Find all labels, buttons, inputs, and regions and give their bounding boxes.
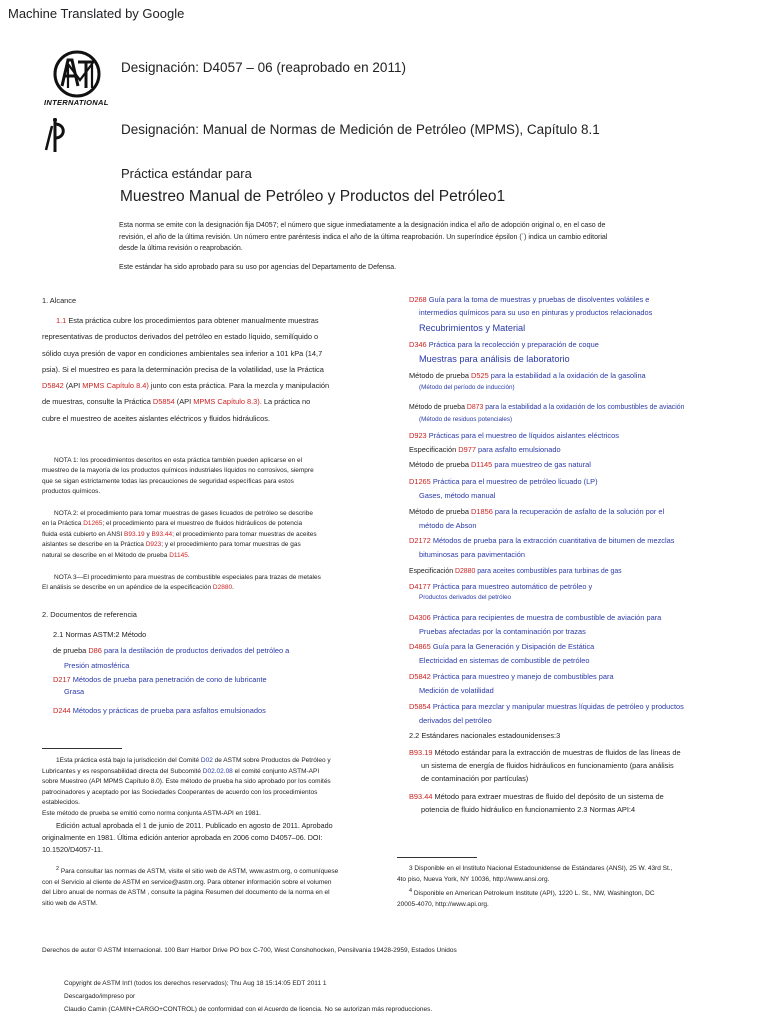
ref-title-d5842-cont[interactable]: Medición de volatilidad: [419, 686, 494, 695]
ref-d268: [409, 294, 749, 334]
ref-title-d525-cont[interactable]: (Método del período de inducción): [419, 384, 515, 391]
ref-title-d4865[interactable]: Guía para la Generación y Disipación de Estática: [430, 642, 595, 651]
ref-title-d873-cont[interactable]: (Método de residuos potenciales): [419, 416, 513, 423]
note-1: [42, 456, 387, 498]
text-span: La práctica no: [261, 397, 311, 407]
ref-title-d5854-cont[interactable]: derivados del petróleo: [419, 715, 492, 725]
text-span: de muestras, consulte la Práctica: [42, 397, 153, 407]
ref-title-d86-cont[interactable]: Presión atmosférica: [64, 661, 130, 670]
text-line: representativas de productos derivados del petróleo en estado líquido, semilíquido o: [42, 332, 319, 342]
ref-link-d5854[interactable]: D5854: [409, 702, 431, 711]
text-line: 10.1520/D4057-11.: [42, 844, 104, 854]
ref-d217: [53, 674, 393, 698]
ref-link-mpms-8-4[interactable]: MPMS Capítulo 8.4): [82, 381, 149, 391]
ref-link-mpms-8-3[interactable]: MPMS Capítulo 8.3).: [193, 397, 262, 407]
ref-d525: [409, 369, 749, 393]
text-line: originalmente en 1981. Última edición anterior aprobada en 2006 como D4057–06. DOI:: [42, 832, 323, 842]
ref-title-d1265[interactable]: Práctica para el muestreo de petróleo licuado (LP): [430, 477, 598, 486]
ref-link-d1145[interactable]: D1145: [471, 460, 493, 469]
ref-title-d244[interactable]: Métodos y prácticas de prueba para asfaltos emulsionados: [70, 706, 266, 715]
license-footer: [64, 977, 744, 1016]
ref-d2172: [409, 534, 754, 561]
text-span: Especificación: [409, 568, 455, 575]
ref-link-d5854[interactable]: D5854: [152, 397, 175, 407]
text-line: 4to piso, Nueva York, NY 10036, http://www.ansi.org.: [397, 875, 550, 883]
intro-line: desde la última revisión o reaprobación.: [119, 245, 243, 252]
text-span: Esta práctica cubre los procedimientos para obtener manualmente muestras: [66, 316, 319, 325]
ref-title-d268-cont2[interactable]: Recubrimientos y Material: [419, 322, 526, 333]
text-line: sitio web de ASTM.: [42, 899, 98, 907]
ref-link-d4865[interactable]: D4865: [409, 642, 431, 651]
designation-astm: Designación: D4057 – 06 (reaprobado en 2011): [121, 60, 406, 75]
ref-title-d2172[interactable]: Métodos de prueba para la extracción cuantitativa de bitumen de mezclas: [430, 536, 675, 545]
ref-link-d525[interactable]: D525: [471, 371, 489, 380]
text-line: establecidos.: [42, 799, 80, 807]
text-span: Método para extraer muestras de fluido del depósito de un sistema de: [432, 792, 664, 801]
ref-title-d4306-cont[interactable]: Pruebas afectadas por la contaminación por trazas: [419, 627, 586, 636]
text-line: Copyright de ASTM Int'l (todos los derechos reservados); Thu Aug 18 15:14:05 EDT 2011 1: [64, 980, 327, 987]
text-line: de contaminación por partículas): [421, 774, 529, 783]
paragraph-1-1: [42, 313, 387, 427]
text-span: 1Esta práctica está bajo la jurisdicción del Comité: [56, 757, 201, 764]
ref-link-d4306[interactable]: D4306: [409, 613, 431, 622]
ref-link-b93-44[interactable]: B93.44: [409, 792, 433, 801]
ref-link-d873[interactable]: D873: [466, 404, 484, 411]
ref-title-d268-cont[interactable]: intermedios químicos para su uso en pinturas y productos relacionados: [419, 307, 653, 317]
text-line: sobre Muestreo (API MPMS Capítulo 8.0). Este método de prueba ha sido aprobado por los comités: [42, 778, 331, 786]
text-span: aislantes se describe en la Práctica: [42, 541, 146, 549]
text-line: un sistema de energía de fluidos hidráulicos en funcionamiento (para análisis: [421, 761, 674, 770]
text-line: Claudio Camin (CAMIN+CARGO+CONTROL) de conformidad con el Acuerdo de licencia. No se autorizan más reproducciones.: [64, 1006, 433, 1013]
ref-title-d268[interactable]: Guía para la toma de muestras y pruebas de disolventes volátiles e: [426, 295, 650, 304]
copyright-line: Derechos de autor © ASTM Internacional. 100 Barr Harbor Drive PO box C-700, West Conshohocken, Pensilvania 19428-2959, Estados Unidos: [42, 947, 457, 954]
note-line: productos químicos.: [42, 488, 101, 496]
practice-label: Práctica estándar para: [121, 166, 252, 181]
note-2: [42, 509, 387, 561]
ref-link-d1265[interactable]: D1265: [83, 520, 103, 528]
ref-d5842: [409, 670, 749, 698]
ref-d1265: [409, 475, 749, 502]
note-line: muestreo de la mayoría de los productos químicos industriales líquidos no corrosivos, siempre: [42, 467, 314, 475]
ref-d923: [409, 430, 749, 443]
text-line: con el Servicio al cliente de ASTM en service@astm.org. Para obtener información sobre el volumen: [42, 878, 332, 886]
text-span: .: [187, 551, 190, 559]
ref-d4306: [409, 611, 754, 639]
ref-title-d217[interactable]: Métodos de prueba para penetración de cono de lubricante: [70, 675, 267, 684]
note-line: NOTA 2: el procedimiento para tomar muestras de gases licuados de petróleo se describe: [54, 510, 313, 517]
text-span: El análisis se describe en un apéndice de la especificación: [42, 584, 213, 592]
ref-title-d346-cont[interactable]: Muestras para análisis de laboratorio: [419, 354, 570, 364]
text-line: cubre el muestreo de aceites aislantes eléctricos y fluidos hidráulicos.: [42, 413, 270, 423]
text-line: del Libro anual de normas de ASTM , consulte la página Resumen del documento de la norma en el: [42, 889, 330, 897]
issuance-note: [119, 220, 649, 255]
text-line: 3 Disponible en el Instituto Nacional Estadounidense de Estándares (ANSI), 25 W. 43rd St.,: [409, 865, 673, 872]
text-span: Método de prueba: [409, 404, 467, 411]
text-span: ; y el procedimiento para tomar muestras de gas: [161, 541, 301, 549]
ref-d2880: [409, 565, 749, 578]
note-line: NOTA 3—El procedimiento para muestras de combustible especiales para trazas de metales: [54, 574, 321, 581]
text-span: y: [144, 530, 152, 538]
ref-link-d1145[interactable]: D1145: [169, 551, 188, 559]
text-span: Método estándar para la extracción de muestras de fluidos de las líneas de: [432, 748, 681, 757]
section-number: 1.1: [56, 316, 67, 325]
ref-title-d5842[interactable]: Práctica para muestreo y manejo de combustibles para: [430, 672, 614, 681]
ref-title-d873[interactable]: para la estabilidad a la oxidación de los combustibles de aviación: [483, 404, 685, 411]
text-line: patrocinadores y aceptado por las Sociedades Cooperantes de acuerdo con los procedimientos: [42, 788, 318, 796]
text-line: psia). Si el muestreo es para la determinación precisa de la volatilidad, use la Práctica: [42, 364, 324, 374]
ref-link-d217[interactable]: D217: [53, 675, 71, 684]
ref-d873: [409, 401, 754, 425]
text-span: Método de prueba: [409, 507, 472, 516]
note-3: [42, 573, 387, 594]
text-line: 20005-4070, http://www.api.org.: [397, 900, 489, 908]
text-line: potencia de fluido hidráulico en funcionamiento 2.3 Normas API:4: [421, 805, 636, 814]
ref-d4177: [409, 580, 749, 603]
ref-link-d244[interactable]: D244: [53, 706, 71, 715]
text-span: Método de prueba: [409, 371, 472, 380]
astm-standards-heading: 2.1 Normas ASTM:2 Método: [53, 630, 147, 639]
astm-logo: [38, 48, 116, 110]
ref-d244: [53, 704, 393, 717]
astm-logo-text: INTERNATIONAL: [44, 98, 109, 107]
section-scope-heading: 1. Alcance: [42, 296, 77, 305]
ref-link-d1265[interactable]: D1265: [409, 477, 431, 486]
ref-link-d5842[interactable]: D5842: [42, 381, 64, 391]
ref-link-d346[interactable]: D346: [409, 340, 427, 349]
ref-d977: [409, 444, 749, 457]
ref-title-d4306[interactable]: Práctica para recipientes de muestra de combustible de aviación para: [430, 613, 662, 622]
document-title: Muestreo Manual de Petróleo y Productos del Petróleo1: [120, 188, 506, 205]
ref-title-d2172-cont[interactable]: bituminosas para pavimentación: [419, 549, 525, 559]
ref-title-d86[interactable]: para la destilación de productos derivados del petróleo a: [101, 646, 290, 655]
text-span: Disponible en American Petroleum Institute (API), 1220 L. St., NW, Washington, DC: [413, 890, 655, 898]
text-span: Especificación: [409, 445, 459, 454]
api-logo: [42, 116, 68, 154]
footnote-3: [397, 864, 757, 885]
ref-title-d1145[interactable]: para muestreo de gas natural: [492, 460, 591, 469]
text-span: natural se describe en el Método de prueba: [42, 551, 170, 559]
ref-link-d1856[interactable]: D1856: [471, 507, 493, 516]
footnote-marker: 2: [56, 866, 60, 872]
ref-b93-44: [409, 790, 754, 816]
ref-title-d4177[interactable]: Práctica para muestreo automático de petróleo y: [430, 582, 593, 591]
dod-note: Este estándar ha sido aprobado para su uso por agencias del Departamento de Defensa.: [119, 264, 397, 271]
ref-d1145: [409, 459, 749, 472]
text-span: Lubricantes y es responsabilidad directa del Subcomité: [42, 767, 203, 775]
ref-d1856: [409, 505, 749, 532]
footnote-4: [397, 886, 757, 910]
designation-api: Designación: Manual de Normas de Medición de Petróleo (MPMS), Capítulo 8.1: [121, 122, 600, 137]
ref-d4865: [409, 640, 749, 668]
ref-d5854: [409, 700, 759, 727]
footnote-divider: [397, 857, 477, 858]
text-span: junto con esta práctica. Para la mezcla y manipulación: [148, 381, 330, 391]
ref-link-d5842[interactable]: D5842: [409, 672, 431, 681]
footnote-1: [42, 756, 387, 856]
ansi-standards-heading: 2.2 Estándares nacionales estadounidenses:3: [409, 731, 561, 740]
ref-title-d1265-cont[interactable]: Gases, método manual: [419, 490, 496, 500]
ref-link-d86[interactable]: D86: [88, 646, 102, 655]
ref-title-d977[interactable]: para asfalto emulsionado: [475, 445, 561, 454]
ref-title-d2880[interactable]: para aceites combustibles para turbinas de gas: [475, 568, 622, 575]
text-span: (API: [174, 397, 194, 407]
ref-d86: [53, 643, 393, 673]
intro-line: Esta norma se emite con la designación fija D4057; el número que sigue inmediatamente a la designación indica el año de adopción original o, en el caso de: [119, 222, 606, 229]
ref-title-d217-cont[interactable]: Grasa: [64, 687, 85, 696]
ref-title-d4177-cont[interactable]: Productos derivados del petróleo: [419, 594, 512, 601]
ref-link-d923[interactable]: D923: [409, 431, 427, 440]
text-span: ; el procedimiento para tomar muestras de aceites: [172, 530, 317, 538]
text-span: el comité conjunto ASTM-API: [232, 767, 320, 775]
text-span: fluida está cubierto en ANSI: [42, 530, 125, 538]
ref-link-d268[interactable]: D268: [409, 295, 427, 304]
ref-title-d923[interactable]: Prácticas para el muestreo de líquidos aislantes eléctricos: [426, 431, 619, 440]
ref-link-d2880[interactable]: D2880: [212, 584, 233, 592]
text-span: de prueba: [53, 646, 89, 655]
ref-link-b93-19[interactable]: B93.19: [124, 530, 145, 538]
ref-link-d2172[interactable]: D2172: [409, 536, 431, 545]
ref-link-d977[interactable]: D977: [458, 445, 476, 454]
ref-title-d5854[interactable]: Práctica para mezclar y manipular muestras líquidas de petróleo y productos: [430, 702, 684, 711]
footnote-divider: [42, 748, 122, 749]
ref-link-b93-44[interactable]: B93.44: [151, 530, 173, 538]
footnote-marker: 4: [409, 888, 413, 894]
intro-line: revisión, el año de la última revisión. Un número entre paréntesis indica el año de la última reaprobación. Un superíndice épsilon (´) indica un cambio editorial: [119, 233, 608, 241]
ref-title-d525[interactable]: para la estabilidad a la oxidación de la gasolina: [488, 371, 646, 380]
text-span: (API: [63, 381, 83, 391]
text-span: Para consultar las normas de ASTM, visite el sitio web de ASTM, www.astm.org, o comuníquese: [60, 868, 339, 876]
text-line: Este método de prueba se emitió como norma conjunta ASTM-API en 1981.: [42, 809, 261, 817]
ref-b93-19: [409, 746, 754, 785]
ref-link-d4177[interactable]: D4177: [409, 582, 431, 591]
section-references-heading: 2. Documentos de referencia: [42, 610, 137, 619]
text-line: Edición actual aprobada el 1 de junio de 2011. Publicado en agosto de 2011. Aprobado: [56, 820, 333, 830]
ref-link-d02-02-08[interactable]: D02.02.08: [202, 767, 233, 775]
text-span: de ASTM sobre Productos de Petróleo y: [212, 757, 331, 764]
text-span: ; el procedimiento para el muestreo de fluidos hidráulicos de potencia: [102, 520, 303, 528]
ref-link-d923[interactable]: D923: [145, 541, 162, 549]
text-span: Método de prueba: [409, 460, 472, 469]
ref-link-d02[interactable]: D02: [200, 757, 213, 764]
ref-d346: [409, 338, 749, 366]
note-line: NOTA 1: los procedimientos descritos en esta práctica también pueden aplicarse en el: [54, 457, 303, 464]
ref-title-d4865-cont[interactable]: Electricidad en sistemas de combustible de petróleo: [419, 656, 590, 665]
ref-title-d1856-cont[interactable]: método de Abson: [419, 520, 477, 530]
ref-link-d2880[interactable]: D2880: [454, 568, 476, 575]
text-span: .: [232, 584, 234, 592]
ref-title-d346[interactable]: Práctica para la recolección y preparación de coque: [426, 340, 599, 349]
text-line: Descargado/impreso por: [64, 993, 136, 1000]
footnote-2: [42, 864, 387, 910]
ref-link-b93-19[interactable]: B93.19: [409, 748, 433, 757]
ref-title-d1856[interactable]: para la recuperación de asfalto de la solución por el: [492, 507, 665, 516]
text-line: sólido cuya presión de vapor en condiciones ambientales sea inferior a 101 kPa (14,7: [42, 348, 323, 358]
translation-banner: Machine Translated by Google: [8, 6, 185, 21]
text-span: en la Práctica: [42, 520, 84, 528]
note-line: que se sigan estrictamente todas las precauciones de seguridad específicas para estos: [42, 477, 294, 485]
